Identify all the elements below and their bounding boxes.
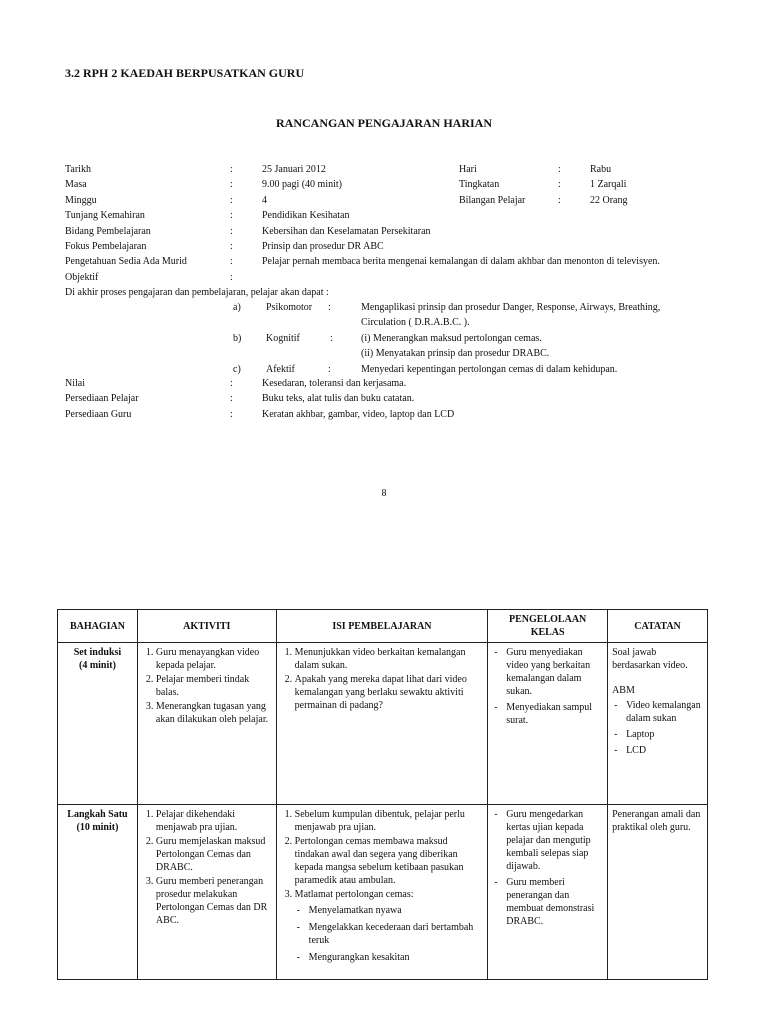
objective-text: Circulation ( D.R.A.B.C. ). bbox=[361, 317, 470, 329]
list-item: 1. Sebelum kumpulan dibentuk, pelajar perlu menjawab pra ujian. bbox=[295, 808, 484, 834]
info-value: 22 Orang bbox=[590, 194, 628, 206]
objective-text: Mengaplikasi prinsip dan prosedur Danger, Response, Airways, Breathing, bbox=[361, 302, 661, 313]
objective-intro: Di akhir proses pengajaran dan pembelajaran, pelajar akan dapat : bbox=[65, 287, 329, 298]
page-number: 8 bbox=[381, 488, 387, 499]
info-label: Tarikh bbox=[65, 164, 91, 175]
list-item: 3. Menerangkan tugasan yang akan dilakukan oleh pelajar. bbox=[156, 700, 272, 726]
notes-cell bbox=[608, 805, 708, 980]
content-cell bbox=[276, 805, 488, 980]
info-label: Fokus Pembelajaran bbox=[65, 241, 147, 252]
list-item: - Menyediakan sampul surat. bbox=[506, 701, 603, 727]
list-item: 2. Apakah yang mereka dapat lihat dari video kemalangan yang berlaku sewaktu aktiviti permainan di padang? bbox=[295, 673, 484, 712]
notes-text: Soal jawab berdasarkan video. bbox=[612, 647, 688, 671]
info-colon: : bbox=[230, 256, 233, 268]
activities-cell bbox=[137, 643, 276, 805]
header-isi-pembelajaran: ISI PEMBELAJARAN bbox=[276, 610, 488, 643]
header-aktiviti: AKTIVITI bbox=[137, 610, 276, 643]
objective-colon: : bbox=[330, 332, 333, 344]
management-cell bbox=[488, 805, 608, 980]
list-item: - Guru mengedarkan kertas ujian kepada pelajar dan mengutip kembali selepas siap dijawab. bbox=[506, 808, 603, 873]
header-pengelolaan-kelas: PENGELOLAAN KELAS bbox=[488, 610, 608, 643]
info-label: Tingkatan bbox=[459, 179, 500, 191]
list-item: - Video kemalangan dalam sukan bbox=[626, 699, 703, 725]
info-label: Minggu bbox=[65, 194, 97, 206]
section-duration: (4 minit) bbox=[78, 660, 116, 671]
header-catatan: CATATAN bbox=[608, 610, 708, 643]
section-cell bbox=[58, 805, 138, 980]
info-value: 9.00 pagi (40 minit) bbox=[262, 179, 342, 191]
notes-heading: ABM bbox=[612, 685, 635, 696]
info-label: Pengetahuan Sedia Ada Murid bbox=[65, 256, 187, 268]
info-colon: : bbox=[558, 164, 561, 175]
info-colon: : bbox=[230, 225, 233, 237]
notes-list bbox=[612, 699, 703, 757]
info-label: Objektif bbox=[65, 271, 99, 283]
list-item: 2. Guru memjelaskan maksud Pertolongan Cemas dan DRABC. bbox=[156, 835, 272, 874]
list-item: 3. Guru memberi penerangan prosedur melakukan Pertolongan Cemas dan DR ABC. bbox=[156, 875, 272, 927]
info-colon: : bbox=[558, 179, 561, 191]
activities-list bbox=[142, 646, 272, 726]
objective-text: (i) Menerangkan maksud pertolongan cemas. bbox=[361, 332, 542, 344]
info-colon: : bbox=[230, 179, 233, 191]
objective-letter: b) bbox=[233, 332, 242, 344]
sublist-item: - Menyelamatkan nyawa bbox=[309, 904, 484, 917]
list-item: - Guru memberi penerangan dan membuat demonstrasi DRABC. bbox=[506, 876, 603, 928]
info-value: Kesedaran, toleransi dan kerjasama. bbox=[262, 378, 407, 389]
list-item: 2. Pertolongan cemas membawa maksud tindakan awal dan segera yang diberikan kepada mangsa sebelum ketibaan pasukan paramedik atau ambulan. bbox=[295, 835, 484, 887]
section-title: 3.2 RPH 2 KAEDAH BERPUSATKAN GURU bbox=[65, 66, 305, 80]
objective-text: (ii) Menyatakan prinsip dan prosedur DRABC. bbox=[361, 348, 550, 360]
content-sublist bbox=[295, 904, 484, 964]
info-colon: : bbox=[558, 194, 561, 206]
management-cell bbox=[488, 643, 608, 805]
info-value: Keratan akhbar, gambar, video, laptop dan LCD bbox=[262, 408, 455, 420]
list-item: - Laptop bbox=[626, 728, 703, 741]
objective-colon: : bbox=[328, 363, 331, 375]
activities-cell bbox=[137, 805, 276, 980]
info-value: 1 Zarqali bbox=[590, 179, 627, 191]
list-item: 1. Guru menayangkan video kepada pelajar. bbox=[156, 646, 272, 672]
list-item: 3. Matlamat pertolongan cemas: - Menyelamatkan nyawa - Mengelakkan kecederaan dari bertambah teruk - Mengurangkan kesakitan bbox=[295, 888, 484, 964]
management-list bbox=[492, 808, 603, 928]
table-row bbox=[58, 805, 708, 980]
info-label: Persediaan Guru bbox=[65, 408, 132, 420]
objective-text: Menyedari kepentingan pertolongan cemas di dalam kehidupan. bbox=[361, 363, 618, 375]
header-bahagian: BAHAGIAN bbox=[58, 610, 138, 643]
info-colon: : bbox=[230, 393, 233, 405]
section-cell bbox=[58, 643, 138, 805]
info-label: Masa bbox=[65, 179, 87, 191]
content-list bbox=[281, 646, 484, 712]
section-duration: (10 minit) bbox=[76, 822, 119, 833]
info-label: Nilai bbox=[65, 378, 85, 389]
list-item: 1. Pelajar dikehendaki menjawab pra ujian. bbox=[156, 808, 272, 834]
section-name: Langkah Satu bbox=[67, 809, 128, 820]
info-colon: : bbox=[230, 164, 233, 175]
content-list bbox=[281, 808, 484, 964]
table-row bbox=[58, 643, 708, 805]
notes-text: Penerangan amali dan praktikal oleh guru. bbox=[612, 809, 701, 833]
sublist-item: - Mengurangkan kesakitan bbox=[309, 951, 484, 964]
management-list bbox=[492, 646, 603, 727]
info-value: Buku teks, alat tulis dan buku catatan. bbox=[262, 393, 415, 405]
activities-list bbox=[142, 808, 272, 927]
notes-cell bbox=[608, 643, 708, 805]
objective-domain: Psikomotor bbox=[266, 302, 313, 313]
info-colon: : bbox=[230, 210, 233, 222]
info-label: Tunjang Kemahiran bbox=[65, 210, 145, 222]
info-value: 4 bbox=[262, 194, 267, 206]
list-item: - LCD bbox=[626, 744, 703, 757]
lesson-plan-table bbox=[57, 609, 708, 980]
document-title: RANCANGAN PENGAJARAN HARIAN bbox=[276, 116, 492, 130]
info-value: Prinsip dan prosedur DR ABC bbox=[262, 241, 384, 252]
info-label: Bilangan Pelajar bbox=[459, 194, 526, 206]
objective-letter: a) bbox=[233, 302, 241, 313]
info-value: 25 Januari 2012 bbox=[262, 164, 326, 175]
info-label: Hari bbox=[459, 164, 477, 175]
info-colon: : bbox=[230, 408, 233, 420]
info-value: Kebersihan dan Keselamatan Persekitaran bbox=[262, 225, 431, 237]
table-header-row bbox=[58, 610, 708, 643]
info-colon: : bbox=[230, 378, 233, 389]
objective-colon: : bbox=[328, 302, 331, 313]
info-value: Pelajar pernah membaca berita mengenai kemalangan di dalam akhbar dan menonton di televisyen. bbox=[262, 256, 660, 268]
info-label: Bidang Pembelajaran bbox=[65, 225, 151, 237]
objective-letter: c) bbox=[233, 363, 241, 375]
content-cell bbox=[276, 643, 488, 805]
objective-domain: Afektif bbox=[266, 363, 295, 375]
sublist-item: - Mengelakkan kecederaan dari bertambah teruk bbox=[309, 921, 484, 947]
list-item: - Guru menyediakan video yang berkaitan kemalangan dalam sukan. bbox=[506, 646, 603, 698]
info-colon: : bbox=[230, 194, 233, 206]
objective-domain: Kognitif bbox=[266, 332, 300, 344]
list-item: 1. Menunjukkan video berkaitan kemalangan dalam sukan. bbox=[295, 646, 484, 672]
info-value: Rabu bbox=[590, 164, 612, 175]
info-value: Pendidikan Kesihatan bbox=[262, 210, 350, 222]
section-name: Set induksi bbox=[73, 647, 122, 658]
list-item: 2. Pelajar memberi tindak balas. bbox=[156, 673, 272, 699]
info-colon: : bbox=[230, 271, 233, 283]
info-colon: : bbox=[230, 241, 233, 252]
info-label: Persediaan Pelajar bbox=[65, 393, 139, 405]
